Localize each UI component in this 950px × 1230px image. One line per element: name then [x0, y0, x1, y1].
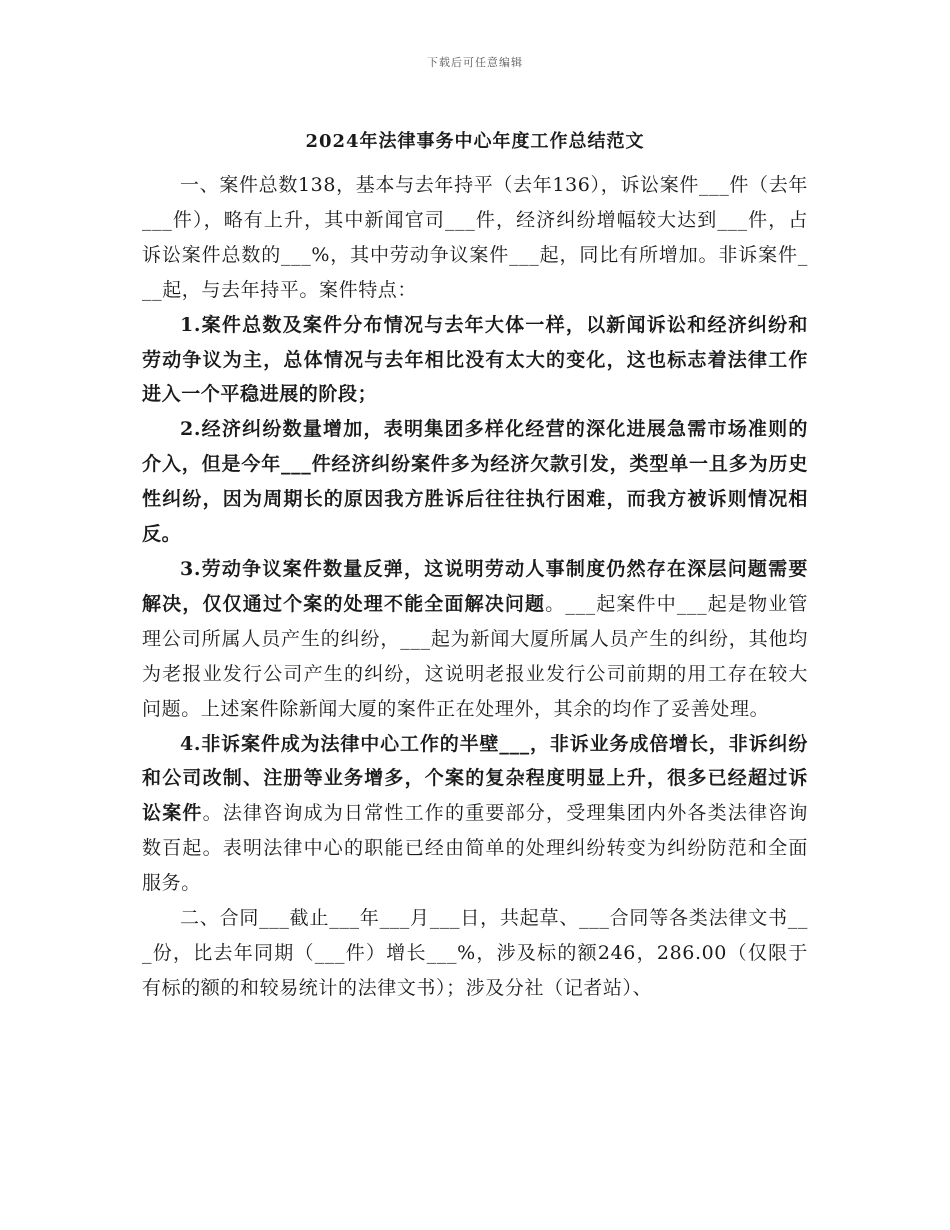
paragraph-text: 。___起案件中___起是物业管理公司所属人员产生的纠纷，___起为新闻大厦所属人员产生的纠纷，其他均为老报业发行公司产生的纠纷，这说明老报业发行公司前期的用工存在较大问题。上述案件除新闻大厦的案件正在处理外，其余的均作了妥善处理。 — [142, 592, 808, 720]
document-body — [142, 168, 808, 1006]
paragraph-text: 二、合同___截止___年___月___日，共起草、___合同等各类法律文书___份，比去年同期（___件）增长___%，涉及标的额246，286.00（仅限于有标的额的和较易统计的法律文书）；涉及分社（记者站）、 — [142, 907, 808, 999]
document-title: 2024年法律事务中心年度工作总结范文 — [305, 131, 645, 152]
paragraph-bold-text: 2.经济纠纷数量增加，表明集团多样化经营的深化进展急需市场准则的介入，但是今年___件经济纠纷案件多为经济欠款引发，类型单一且多为历史性纠纷，因为周期长的原因我方胜诉后往往执行困难，而我方被诉则情况相反。 — [142, 418, 808, 546]
paragraph-bold-text: 1.案件总数及案件分布情况与去年大体一样，以新闻诉讼和经济纠纷和劳动争议为主，总体情况与去年相比没有太大的变化，这也标志着法律工作进入一个平稳进展的阶段； — [142, 313, 808, 406]
paragraph-text: 。法律咨询成为日常性工作的重要部分，受理集团内外各类法律咨询数百起。表明法律中心的职能已经由简单的处理纠纷转变为纠纷防范和全面服务。 — [142, 802, 808, 895]
header-note: 下载后可任意编辑 — [427, 56, 523, 69]
paragraph-text: 一、案件总数138，基本与去年持平（去年136），诉讼案件___件（去年___件），略有上升，其中新闻官司___件，经济纠纷增幅较大达到___件，占诉讼案件总数的___%，其中劳动争议案件___起，同比有所增加。非诉案件___起，与去年持平。案件特点： — [142, 174, 808, 301]
paragraph-contracts — [142, 901, 808, 1006]
paragraph-bold-text: 4.非诉案件成为法律中心工作的半壁___，非诉业务成倍增长，非诉纠纷和公司改制、注册等业务增多，个案的复杂程度明显上升，很多已经超过诉讼案件 — [142, 732, 808, 825]
paragraph-point-2 — [142, 412, 808, 552]
paragraph-case-summary — [142, 168, 808, 308]
paragraph-bold-text: 3.劳动争议案件数量反弹，这说明劳动人事制度仍然存在深层问题需要解决，仅仅通过个案的处理不能全面解决问题 — [142, 557, 808, 615]
paragraph-point-1 — [142, 308, 808, 413]
paragraph-point-3 — [142, 552, 808, 727]
paragraph-point-4 — [142, 727, 808, 902]
